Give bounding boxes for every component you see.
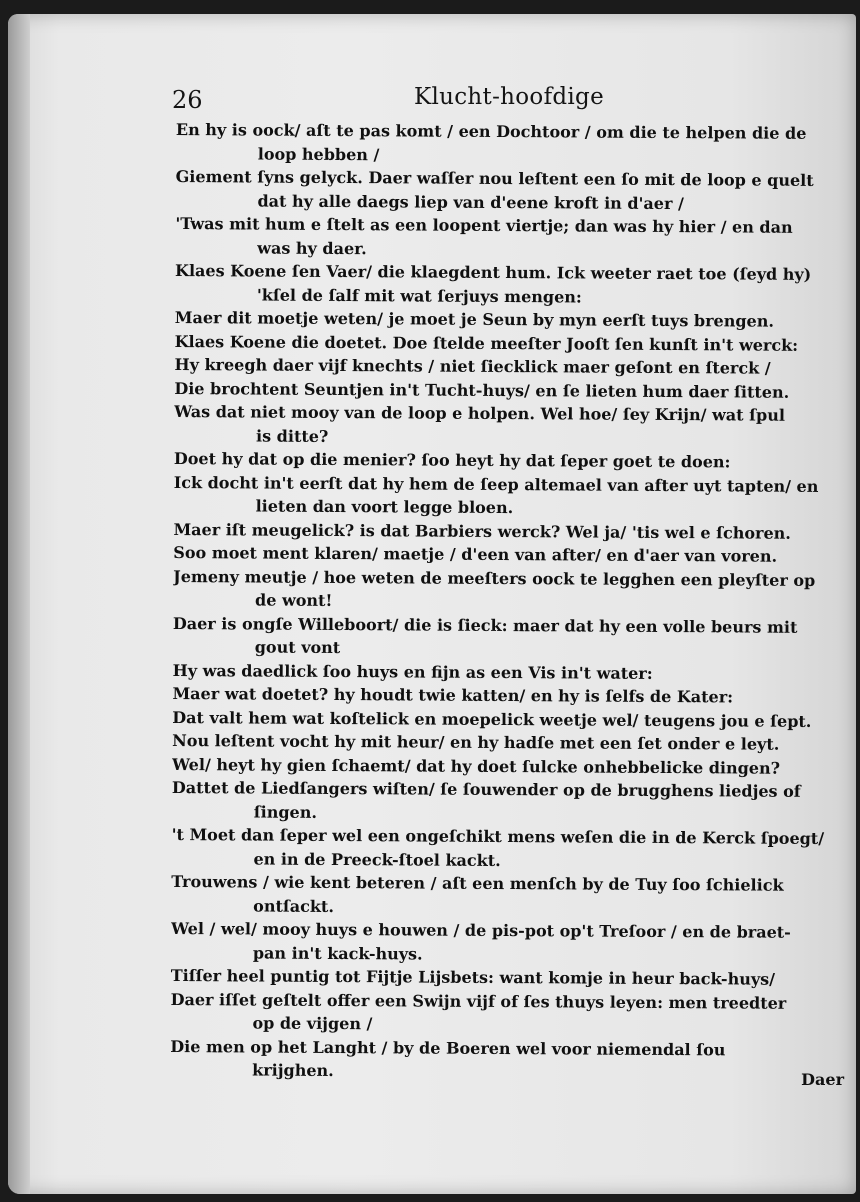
- text-line: Jemeny meutje / hoe weten de meeſters oock te legghen een pleyſter op: [173, 566, 816, 590]
- text-line: Hy kreegh daer vijf knechts / niet ſiecklick maer geſont en ſterck /: [174, 354, 771, 378]
- text-line: gout vont: [254, 637, 341, 658]
- text-line: pan in't kack-huys.: [252, 942, 423, 964]
- text-line: en in de Preeck-ſtoel kackt.: [253, 848, 501, 870]
- text-line: Maer iſt meugelick? is dat Barbiers werck? Wel ja/ 'tis wel e ſchoren.: [173, 519, 791, 543]
- text-line: Doet hy dat op die menier? ſoo heyt hy dat ſeper goet te doen:: [173, 448, 731, 472]
- text-line: Klaes Koene ſen Vaer/ die klaegdent hum. Ick weeter raet toe (ſeyd hy): [175, 260, 812, 284]
- text-line: is ditte?: [256, 425, 329, 446]
- text-line: En hy is oock/ aſt te pas komt / een Dochtoor / om die te helpen die de: [175, 119, 807, 143]
- text-line: 'Twas mit hum e ſtelt as een loopent viertje; dan was hy hier / en dan: [175, 213, 793, 237]
- text-line: Was dat niet mooy van de loop e holpen. Wel hoe/ ſey Krijn/ wat ſpul: [174, 401, 786, 425]
- body-text: [170, 118, 848, 1086]
- text-line: Die men op het Langht / by de Boeren wel voor niemendal ſou: [170, 1036, 726, 1059]
- running-head: Klucht-hoofdige: [414, 84, 604, 110]
- text-line: Hy was daedlick ſoo huys en fijn as een Vis in't water:: [172, 660, 653, 683]
- text-line: was hy daer.: [257, 237, 367, 258]
- text-line: Die brochtent Seuntjen in't Tucht-huys/ en ſe lieten hum daer ſitten.: [174, 378, 790, 402]
- catchword: Daer: [801, 1070, 844, 1089]
- text-line: op de vijgen /: [252, 1013, 373, 1034]
- text-line: Wel / wel/ mooy huys e houwen / de pis-pot op't Treſoor / en de braet-: [170, 918, 791, 942]
- text-line: de wont!: [254, 590, 333, 610]
- text-line: Dat valt hem wat koſtelick en moepelick weetje wel/ teugens jou e ſept.: [172, 707, 812, 731]
- page-gutter-shadow: [8, 14, 30, 1194]
- text-line: krijghen.: [252, 1060, 334, 1080]
- text-line: Giement ſyns gelyck. Daer waſſer nou leſtent een ſo mit de loop e quelt: [175, 166, 814, 190]
- text-line: Soo moet ment klaren/ maetje / d'een van after/ en d'aer van voren.: [173, 542, 778, 566]
- text-line: dat hy alle daegs liep van d'eene kroft in d'aer /: [257, 190, 684, 213]
- text-line: Daer iſſet geſtelt offer een Swijn vijf of ſes thuys leyen: men treedter: [170, 989, 787, 1013]
- text-line: loop hebben /: [257, 144, 380, 164]
- text-line: Trouwens / wie kent beteren / aſt een menſch by de Tuy ſoo ſchielick: [171, 871, 784, 895]
- text-line: lieten dan voort legge bloen.: [255, 496, 514, 518]
- text-line: Wel/ heyt hy gien ſchaemt/ dat hy doet ſulcke onhebbelicke dingen?: [171, 754, 781, 778]
- text-line: Klaes Koene die doetet. Doe ſtelde meeſter Jooſt ſen kunſt in't werck:: [174, 331, 799, 355]
- book-page: [8, 14, 856, 1194]
- text-line: Daer is ongſe Willeboort/ die is ſieck: maer dat hy een volle beurs mit: [172, 613, 798, 637]
- text-line: Nou leſtent vocht hy mit heur/ en hy hadſe met een ſet onder e leyt.: [172, 730, 780, 754]
- text-line: 't Moet dan ſeper wel een ongeſchikt mens weſen die in de Kerck ſpoegt/: [171, 824, 825, 848]
- text-line: ontſackt.: [253, 895, 334, 916]
- text-line: Ick docht in't eerſt dat hy hem de ſeep altemael van after uyt tapten/ en: [173, 472, 819, 496]
- text-line: Tiſſer heel puntig tot Fijtje Lijsbets: want komje in heur back-huys/: [170, 965, 776, 989]
- text-line: Maer dit moetje weten/ je moet je Seun by myn eerſt tuys brengen.: [174, 307, 775, 331]
- text-line: Maer wat doetet? hy houdt twie katten/ en hy is ſelfs de Kater:: [172, 683, 734, 707]
- text-line: ſingen.: [253, 801, 317, 822]
- page-number: 26: [172, 86, 203, 114]
- text-line: Dattet de Liedſangers wiſten/ ſe ſouwender op de brugghens liedjes of: [171, 777, 801, 801]
- text-line: 'kſel de ſalf mit wat ſerjuys mengen:: [256, 284, 582, 306]
